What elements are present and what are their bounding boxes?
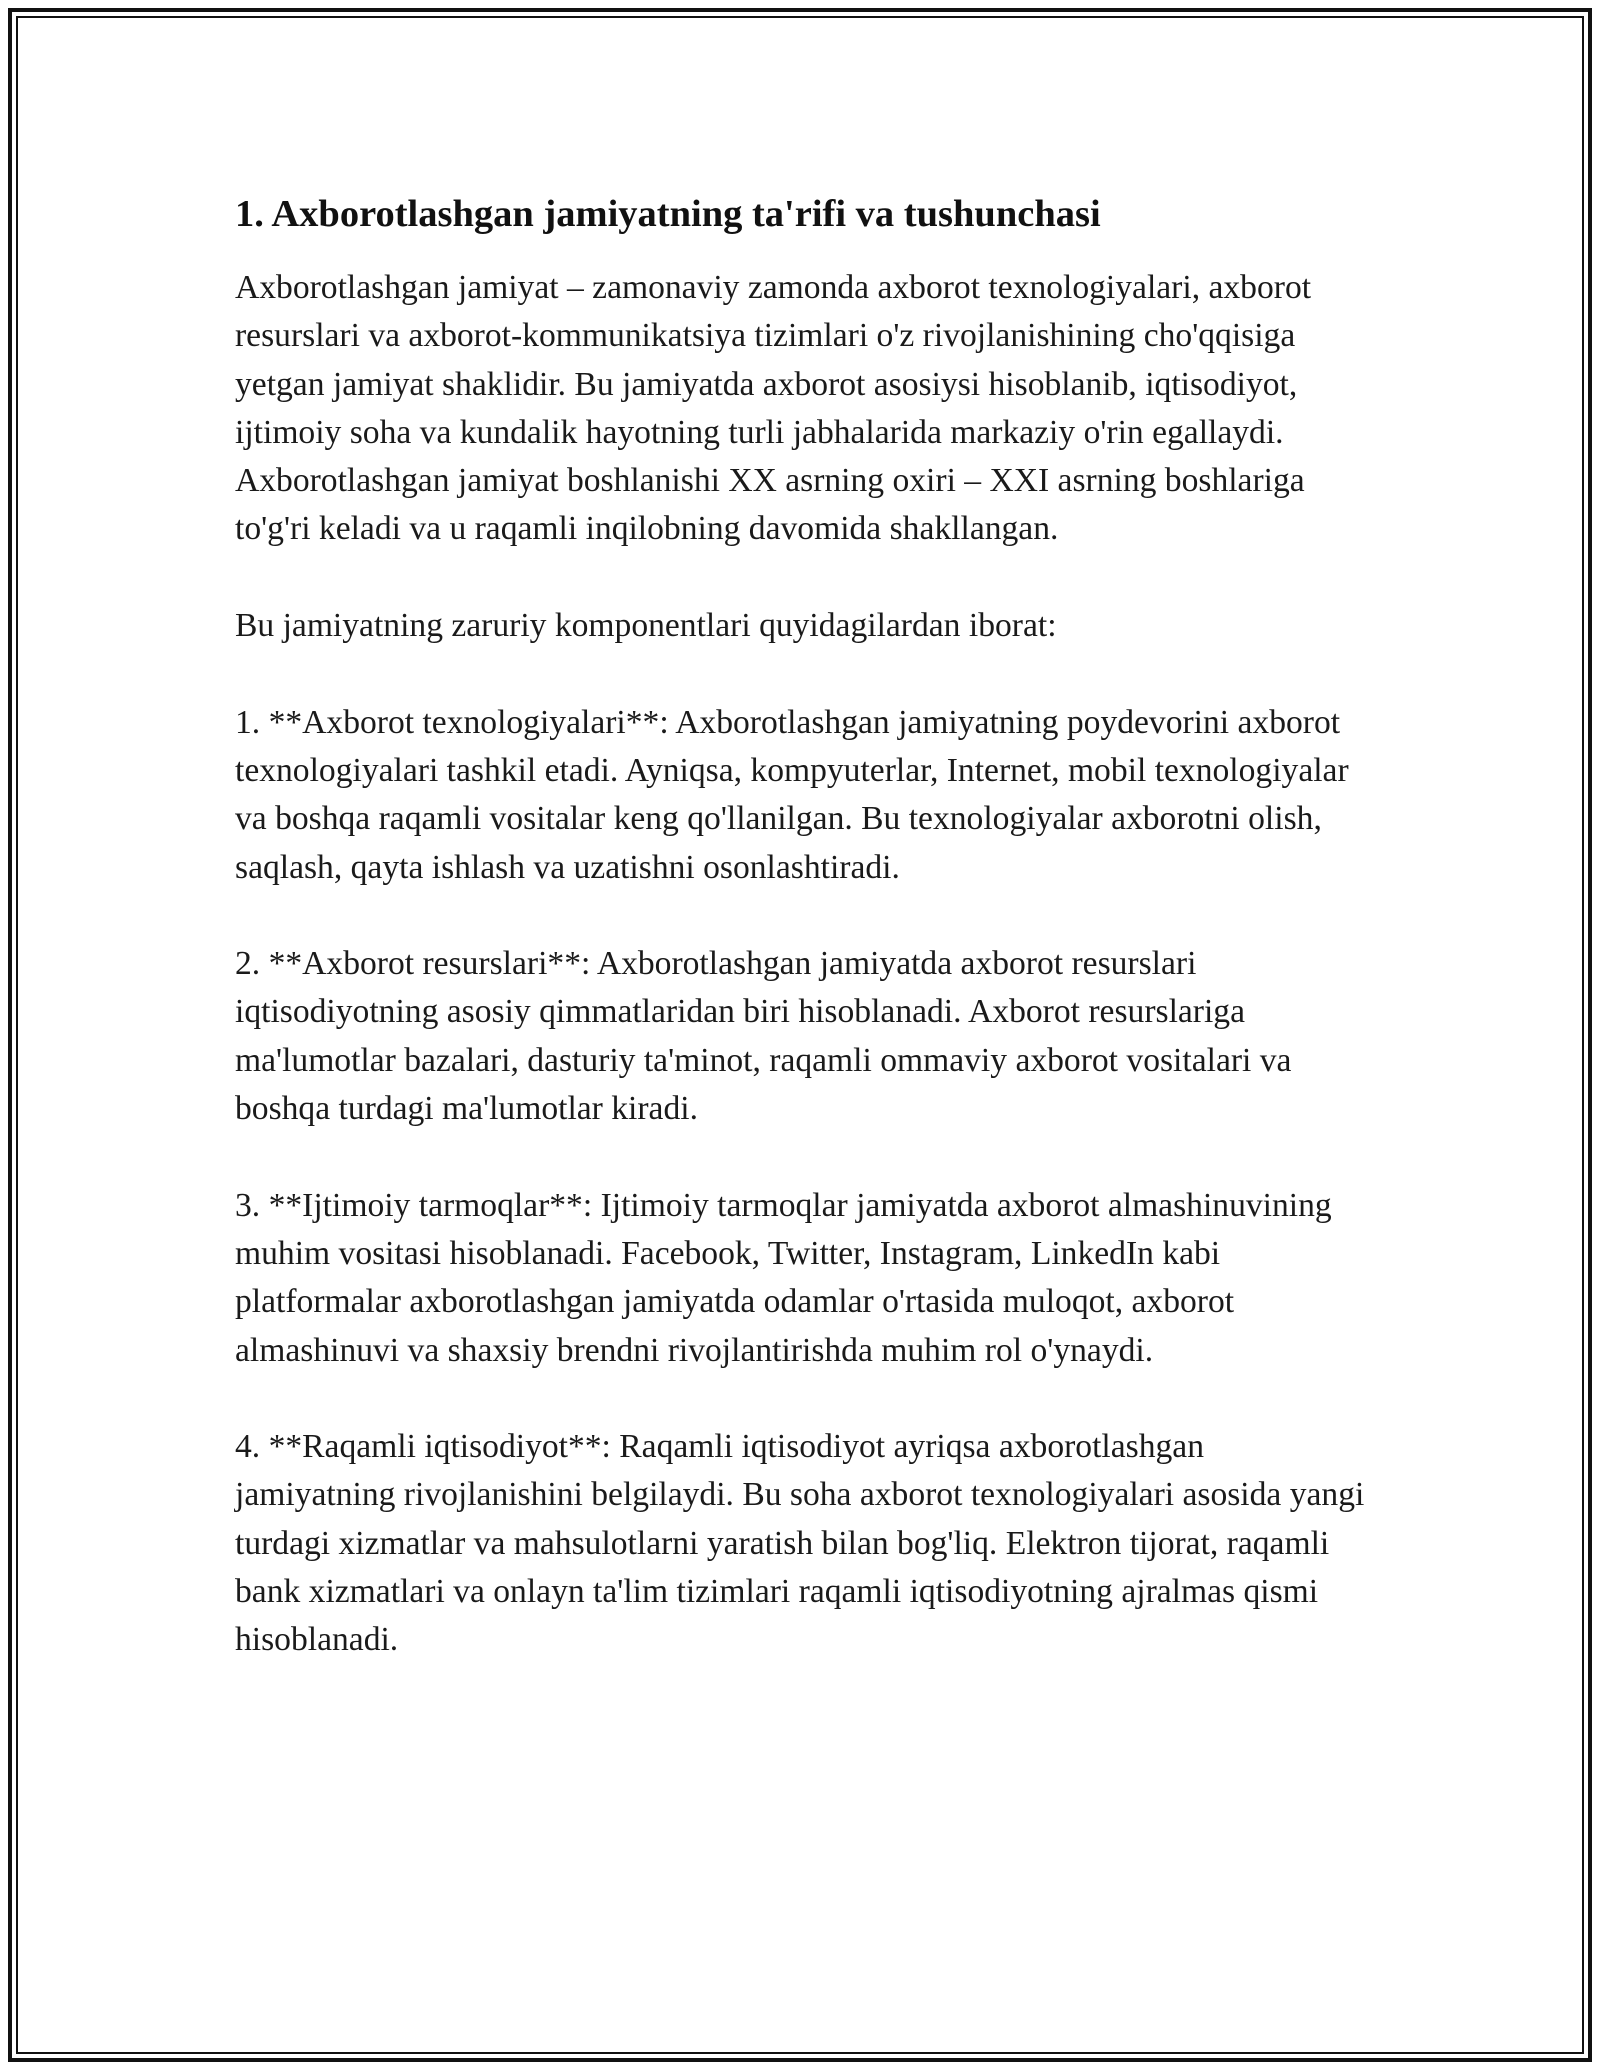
document-body	[235, 188, 1370, 1713]
list-item-resources: 2. **Axborot resurslari**: Axborotlashgan jamiyatda axborot resurslari iqtisodiyotning asosiy qimmatlaridan biri hisoblanadi. Axborot resurslariga ma'lumotlar bazalari, dasturiy ta'minot, raqamli ommaviy axborot vositalari va boshqa turdagi ma'lumotlar kiradi.	[235, 945, 1292, 1128]
components-intro-paragraph: Bu jamiyatning zaruriy komponentlari quyidagilardan iborat:	[235, 607, 1057, 645]
intro-paragraph: Axborotlashgan jamiyat – zamonaviy zamonda axborot texnologiyalari, axborot resurslari va axborot-kommunikatsiya tizimlari o'z rivojlanishining cho'qqisiga yetgan jamiyat shaklidir. Bu jamiyatda axborot asosiysi hisoblanib, iqtisodiyot, ijtimoiy soha va kundalik hayotning turli jabhalarida markaziy o'rin egallaydi. Axborotlashgan jamiyat boshlanishi XX asrning oxiri – XXI asrning boshlariga to'g'ri keladi va u raqamli inqilobning davomida shakllangan.	[235, 269, 1312, 548]
list-item-digital-economy: 4. **Raqamli iqtisodiyot**: Raqamli iqtisodiyot ayriqsa axborotlashgan jamiyatning rivojlanishini belgilaydi. Bu soha axborot texnologiyalari asosida yangi turdagi xizmatlar va mahsulotlarni yaratish bilan bog'liq. Elektron tijorat, raqamli bank xizmatlari va onlayn ta'lim tizimlari raqamli iqtisodiyotning ajralmas qismi hisoblanadi.	[235, 1428, 1365, 1659]
section-heading: 1. Axborotlashgan jamiyatning ta'rifi va tushunchasi	[235, 193, 1101, 235]
list-item-technologies: 1. **Axborot texnologiyalari**: Axborotlashgan jamiyatning poydevorini axborot texnologiyalari tashkil etadi. Ayniqsa, kompyuterlar, Internet, mobil texnologiyalar va boshqa raqamli vositalar keng qo'llanilgan. Bu texnologiyalar axborotni olish, saqlash, qayta ishlash va uzatishni osonlashtiradi.	[235, 703, 1349, 886]
list-item-social-networks: 3. **Ijtimoiy tarmoqlar**: Ijtimoiy tarmoqlar jamiyatda axborot almashinuvining muhim vositasi hisoblanadi. Facebook, Twitter, Instagram, LinkedIn kabi platformalar axborotlashgan jamiyatda odamlar o'rtasida muloqot, axborot almashinuvi va shaxsiy brendni rivojlantirishda muhim rol o'ynaydi.	[235, 1186, 1332, 1369]
